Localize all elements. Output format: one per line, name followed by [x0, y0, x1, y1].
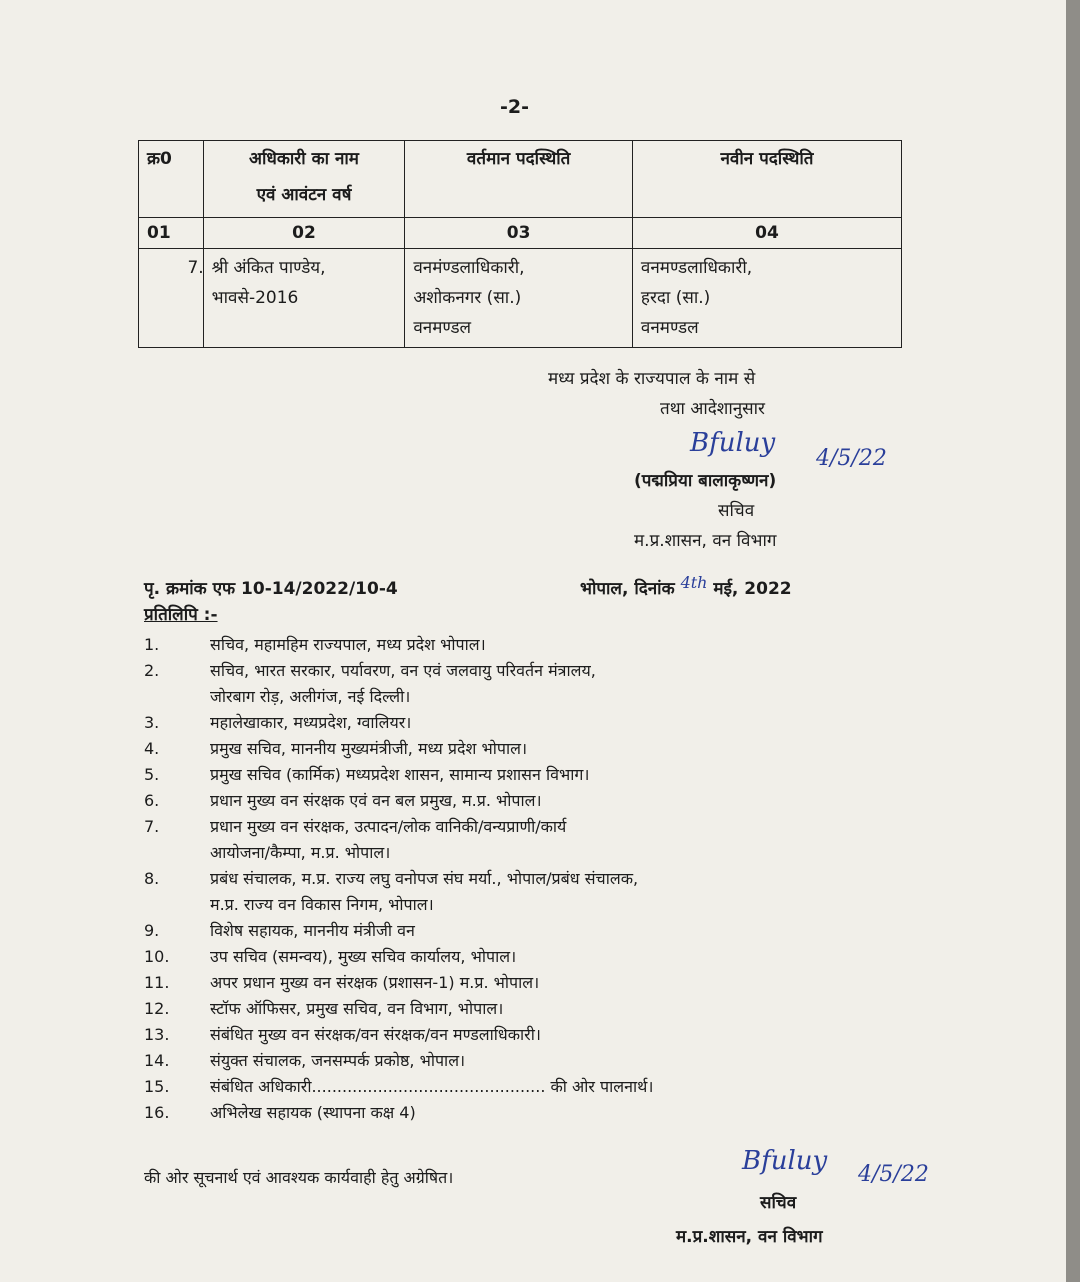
current-posting-line2: अशोकनगर (सा.) [413, 288, 522, 308]
cell-officer-name [187, 249, 405, 348]
header-new-posting: नवीन पदस्थिति [632, 141, 901, 218]
list-item [144, 1100, 910, 1126]
closing-line: की ओर सूचनार्थ एवं आवश्यक कार्यवाही हेतु अग्रेषित। [144, 1168, 454, 1187]
new-posting-line1: वनमण्डलाधिकारी, [640, 258, 753, 278]
col-number-1: 01 [139, 218, 204, 249]
list-item-text: सचिव, महामहिम राज्यपाल, मध्य प्रदेश भोपाल। [210, 635, 486, 654]
list-item-text: अपर प्रधान मुख्य वन संरक्षक (प्रशासन-1) म.प्र. भोपाल। [210, 973, 540, 992]
header-current-posting: वर्तमान पदस्थिति [405, 141, 633, 218]
list-item-text: संबंधित मुख्य वन संरक्षक/वन संरक्षक/वन मण्डलाधिकारी। [210, 1025, 541, 1044]
header-officer-name [203, 141, 405, 218]
list-item [144, 658, 910, 710]
header-officer-name-line2: एवं आवंटन वर्ष [256, 185, 352, 205]
list-item-text: संयुक्त संचालक, जनसम्पर्क प्रकोष्ठ, भोपाल। [210, 1051, 466, 1070]
list-item-text: स्टॉफ ऑफिसर, प्रमुख सचिव, वन विभाग, भोपाल। [210, 999, 504, 1018]
signature-1: Bfuluy [690, 428, 776, 458]
signatory-department: म.प्र.शासन, वन विभाग [634, 531, 777, 551]
list-item-number: 12. [144, 999, 170, 1018]
list-item-text: महालेखाकार, मध्यप्रदेश, ग्वालियर। [210, 713, 412, 732]
list-item [144, 996, 910, 1022]
col-number-4: 04 [632, 218, 901, 249]
list-item-text: संबंधित अधिकारी.............................................. की ओर पालनार्थ। [210, 1077, 654, 1096]
list-item-number: 4. [144, 739, 160, 758]
closing-department: म.प्र.शासन, वन विभाग [676, 1227, 823, 1247]
list-item [144, 918, 910, 944]
cell-new-posting [632, 249, 901, 348]
closing-designation: सचिव [760, 1193, 797, 1213]
list-item-number: 3. [144, 713, 160, 732]
date-handwritten: 4th [680, 573, 708, 592]
copy-heading: प्रतिलिपि :- [144, 605, 218, 625]
list-item [144, 944, 910, 970]
copy-list [144, 632, 910, 1126]
list-item [144, 866, 910, 918]
list-item-text: प्रमुख सचिव (कार्मिक) मध्यप्रदेश शासन, सामान्य प्रशासन विभाग। [210, 765, 590, 784]
signatory-name: (पद्मप्रिया बालाकृष्णन) [634, 471, 777, 491]
current-posting-line3: वनमण्डल [413, 318, 472, 338]
table-row [139, 249, 902, 348]
list-item-number: 7. [144, 817, 160, 836]
list-item-text-line2: जोरबाग रोड़, अलीगंज, नई दिल्ली। [210, 687, 411, 706]
list-item-number: 16. [144, 1103, 170, 1122]
list-item [144, 632, 910, 658]
list-item-number: 6. [144, 791, 160, 810]
table-header-row [139, 141, 902, 218]
page-number: -2- [500, 96, 529, 118]
list-item-text: अभिलेख सहायक (स्थापना कक्ष 4) [210, 1103, 416, 1122]
list-item-number: 13. [144, 1025, 170, 1044]
new-posting-line3: वनमण्डल [640, 318, 699, 338]
list-item-number: 14. [144, 1051, 170, 1070]
list-item-number: 15. [144, 1077, 170, 1096]
col-number-3: 03 [405, 218, 633, 249]
table-column-number-row [139, 218, 902, 249]
header-officer-name-line1: अधिकारी का नाम [249, 149, 359, 169]
col-number-2: 02 [203, 218, 405, 249]
signature-1-date: 4/5/22 [816, 446, 887, 471]
list-item-text-line2: म.प्र. राज्य वन विकास निगम, भोपाल। [210, 895, 434, 914]
list-item [144, 970, 910, 996]
cell-current-posting [405, 249, 633, 348]
row-serial: 7. [187, 258, 204, 278]
list-item [144, 788, 910, 814]
list-item [144, 1048, 910, 1074]
new-posting-line2: हरदा (सा.) [640, 288, 711, 308]
list-item-number: 5. [144, 765, 160, 784]
list-item-text: विशेष सहायक, माननीय मंत्रीजी वन [210, 921, 415, 940]
list-item-number: 1. [144, 635, 160, 654]
officer-batch: भावसे-2016 [211, 288, 299, 308]
list-item-text: उप सचिव (समन्वय), मुख्य सचिव कार्यालय, भोपाल। [210, 947, 517, 966]
signature-2: Bfuluy [742, 1146, 828, 1176]
date-prefix: भोपाल, दिनांक [580, 579, 675, 599]
list-item-text-line2: आयोजना/कैम्पा, म.प्र. भोपाल। [210, 843, 391, 862]
list-item [144, 1022, 910, 1048]
date-suffix: मई, 2022 [713, 579, 792, 599]
list-item [144, 736, 910, 762]
endorsement-number: पृ. क्रमांक एफ 10-14/2022/10-4 [144, 579, 398, 599]
list-item-text: प्रबंध संचालक, म.प्र. राज्य लघु वनोपज संघ मर्या., भोपाल/प्रबंध संचालक, [210, 869, 639, 888]
list-item [144, 710, 910, 736]
list-item-number: 9. [144, 921, 160, 940]
list-item-number: 2. [144, 661, 160, 680]
endorsement-date [580, 573, 792, 599]
current-posting-line1: वनमंण्डलाधिकारी, [413, 258, 525, 278]
list-item [144, 1074, 910, 1100]
list-item-text: प्रमुख सचिव, माननीय मुख्यमंत्रीजी, मध्य प्रदेश भोपाल। [210, 739, 528, 758]
paper-edge-shadow [1066, 0, 1080, 1282]
list-item-text: सचिव, भारत सरकार, पर्यावरण, वन एवं जलवायु परिवर्तन मंत्रालय, [210, 661, 596, 680]
order-line1: मध्य प्रदेश के राज्यपाल के नाम से [548, 369, 756, 389]
signature-2-date: 4/5/22 [858, 1162, 929, 1187]
list-item-text: प्रधान मुख्य वन संरक्षक एवं वन बल प्रमुख, म.प्र. भोपाल। [210, 791, 542, 810]
officer-name: श्री अंकित पाण्डेय, [211, 258, 326, 278]
list-item-number: 10. [144, 947, 170, 966]
list-item-number: 11. [144, 973, 170, 992]
list-item-number: 8. [144, 869, 160, 888]
list-item-text: प्रधान मुख्य वन संरक्षक, उत्पादन/लोक वानिकी/वन्यप्राणी/कार्य [210, 817, 567, 836]
order-line2: तथा आदेशानुसार [660, 399, 766, 419]
header-serial: क्र0 [139, 141, 204, 218]
signatory-designation: सचिव [718, 501, 755, 521]
list-item [144, 814, 910, 866]
posting-table [138, 140, 902, 348]
list-item [144, 762, 910, 788]
